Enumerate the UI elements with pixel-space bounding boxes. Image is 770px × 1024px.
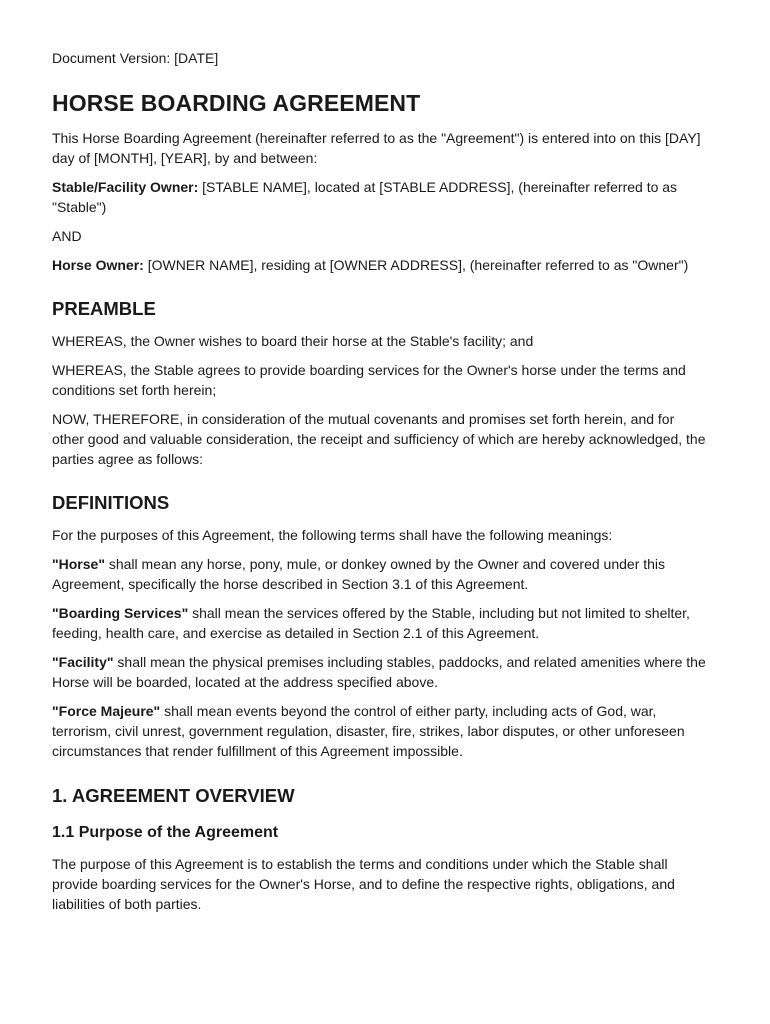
definition-item — [52, 603, 710, 643]
preamble-heading: PREAMBLE — [52, 298, 156, 319]
definition-term: "Facility" — [52, 654, 114, 670]
definition-text: shall mean events beyond the control of either party, including acts of God, war, terrorism, civil unrest, government regulation, disaster, fire, strikes, labor disputes, or other unforeseen circumstances that render fulfillment of this Agreement impossible. — [52, 703, 685, 759]
intro-paragraph: This Horse Boarding Agreement (hereinafter referred to as the "Agreement") is entered into on this [DAY] day of [MONTH], [YEAR], by and between: — [52, 130, 701, 166]
definitions-intro: For the purposes of this Agreement, the following terms shall have the following meanings: — [52, 527, 613, 543]
definitions-heading: DEFINITIONS — [52, 492, 170, 513]
owner-party-label: Horse Owner: — [52, 257, 144, 273]
definition-text: shall mean the services offered by the Stable, including but not limited to shelter, feeding, health care, and exercise as detailed in Section 2.1 of this Agreement. — [52, 605, 690, 641]
definition-item — [52, 652, 710, 692]
section-1-heading: 1. AGREEMENT OVERVIEW — [52, 785, 295, 806]
stable-party-text: [STABLE NAME], located at [STABLE ADDRESS], (hereinafter referred to as "Stable") — [52, 179, 678, 215]
definition-item — [52, 554, 710, 594]
section-1-1-heading: 1.1 Purpose of the Agreement — [52, 824, 279, 841]
definition-item — [52, 701, 710, 761]
definition-term: "Boarding Services" — [52, 605, 189, 621]
preamble-paragraph: WHEREAS, the Stable agrees to provide boarding services for the Owner's horse under the terms and conditions set forth herein; — [52, 362, 686, 398]
preamble-paragraph: NOW, THEREFORE, in consideration of the mutual covenants and promises set forth herein, and for other good and valuable consideration, the receipt and sufficiency of which are hereby acknowledged, the parties agree as follows: — [52, 411, 706, 467]
and-text: AND — [52, 228, 82, 244]
definition-term: "Force Majeure" — [52, 703, 161, 719]
definition-text: shall mean the physical premises including stables, paddocks, and related amenities where the Horse will be boarded, located at the address specified above. — [52, 654, 706, 690]
owner-party-text: [OWNER NAME], residing at [OWNER ADDRESS], (hereinafter referred to as "Owner") — [143, 257, 689, 273]
stable-party-label: Stable/Facility Owner: — [52, 179, 199, 195]
stable-party-paragraph — [52, 177, 710, 217]
document-title: HORSE BOARDING AGREEMENT — [52, 90, 421, 116]
definition-text: shall mean any horse, pony, mule, or donkey owned by the Owner and covered under this Agreement, specifically the horse described in Section 3.1 of this Agreement. — [52, 556, 666, 592]
definition-term: "Horse" — [52, 556, 105, 572]
document-version: Document Version: [DATE] — [52, 50, 219, 66]
section-1-1-paragraph: The purpose of this Agreement is to establish the terms and conditions under which the Stable shall provide boarding services for the Owner's Horse, and to define the respective rights, obligations, and liabilities of both parties. — [52, 856, 675, 912]
owner-party-paragraph — [52, 255, 710, 275]
preamble-paragraph: WHEREAS, the Owner wishes to board their horse at the Stable's facility; and — [52, 333, 534, 349]
